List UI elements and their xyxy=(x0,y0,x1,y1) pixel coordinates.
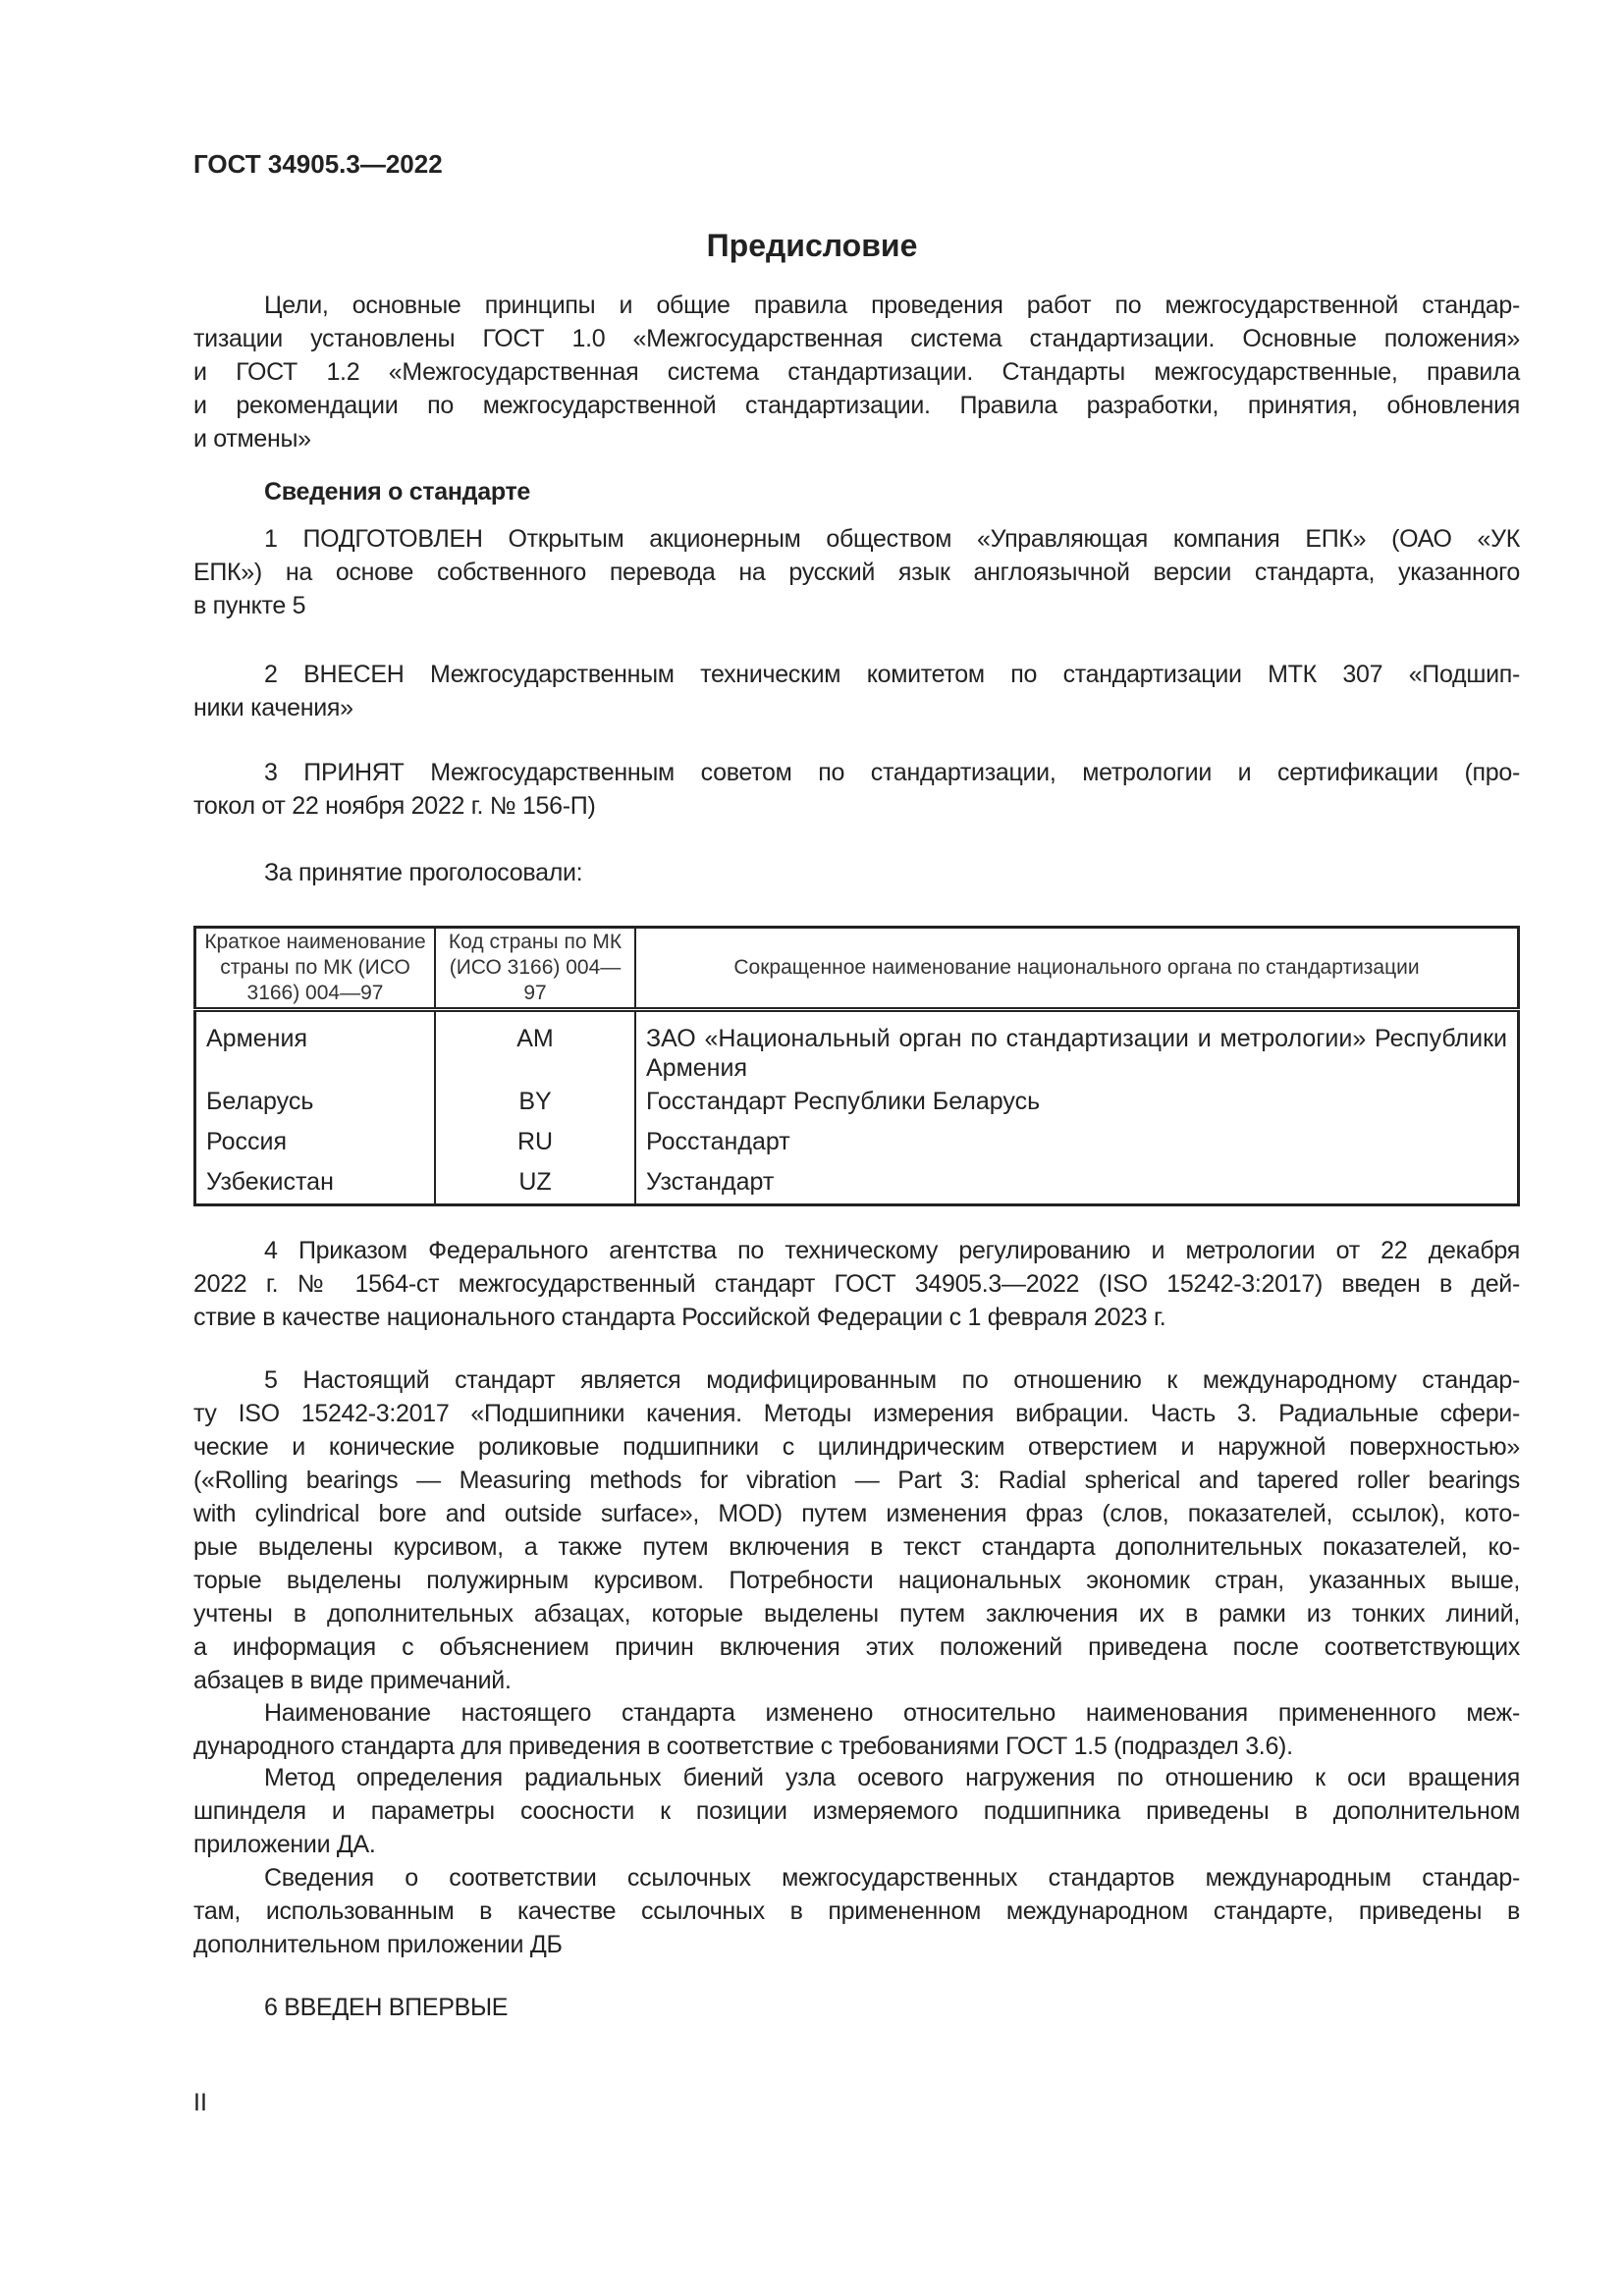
text-line: приложении ДА. xyxy=(193,1831,376,1858)
item-2-paragraph xyxy=(193,658,1520,724)
text-line: учтены в дополнительных абзацах, которые выделены путем заключения их в рамки из тонких линий, xyxy=(193,1600,1520,1628)
item-4-paragraph xyxy=(193,1234,1520,1334)
text-line: 2 ВНЕСЕН Межгосударственным техническим комитетом по стандартизации МТК 307 «Подшип- xyxy=(264,661,1520,688)
code-cell: RU xyxy=(435,1125,635,1165)
text-line: и рекомендации по межгосударственной стандартизации. Правила разработки, принятия, обновления xyxy=(193,392,1520,419)
title-change-paragraph xyxy=(193,1696,1520,1763)
references-paragraph xyxy=(193,1861,1520,1961)
item-6-paragraph xyxy=(193,1991,1520,2024)
text-line: дународного стандарта для приведения в соответствие с требованиями ГОСТ 1.5 (подраздел 3.6). xyxy=(193,1733,1293,1760)
column-header-country: Краткое наименование страны по МК (ИСО 3166) 004—97 xyxy=(195,928,436,1010)
text-line: За принятие проголосовали: xyxy=(264,859,583,886)
code-cell: BY xyxy=(435,1085,635,1125)
code-cell: UZ xyxy=(435,1165,635,1204)
table-row xyxy=(195,1010,1519,1086)
country-cell: Беларусь xyxy=(206,1088,314,1115)
text-line: ческие и конические роликовые подшипники с цилиндрическим отверстием и наружной поверхностью» xyxy=(193,1433,1520,1461)
text-line: 5 Настоящий стандарт является модифицированным по отношению к международному стандар- xyxy=(264,1366,1520,1394)
text-line: ту ISO 15242-3:2017 «Подшипники качения. Методы измерения вибрации. Часть 3. Радиальные сфери- xyxy=(193,1400,1520,1427)
text-line: там, использованным в качестве ссылочных в примененном международном стандарте, приведены в xyxy=(193,1897,1520,1925)
country-cell: Россия xyxy=(206,1128,287,1155)
text-line: Метод определения радиальных биений узла осевого нагружения по отношению к оси вращения xyxy=(264,1764,1520,1791)
text-line: Сведения о соответствии ссылочных межгосударственных стандартов международным стандар- xyxy=(264,1864,1520,1892)
page-number: II xyxy=(193,2089,207,2116)
text-line: 6 ВВЕДЕН ВПЕРВЫЕ xyxy=(264,1994,509,2021)
country-cell: Армения xyxy=(206,1025,307,1052)
item-3-paragraph xyxy=(193,756,1520,823)
text-line: тизации установлены ГОСТ 1.0 «Межгосударственная система стандартизации. Основные положения» xyxy=(193,325,1520,352)
page-title: Предисловие xyxy=(706,228,918,263)
table-row xyxy=(195,1125,1519,1165)
voting-intro xyxy=(193,856,1520,889)
text-line: шпинделя и параметры соосности к позиции измеряемого подшипника приведены в дополнительном xyxy=(193,1797,1520,1825)
code-cell: AM xyxy=(435,1010,635,1086)
text-line: 1 ПОДГОТОВЛЕН Открытым акционерным обществом «Управляющая компания ЕПК» (ОАО «УК xyxy=(264,525,1520,553)
text-line: ствие в качестве национального стандарта Российской Федерации с 1 февраля 2023 г. xyxy=(193,1304,1166,1331)
table-row xyxy=(195,1165,1519,1204)
text-line: Цели, основные принципы и общие правила проведения работ по межгосударственной стандар- xyxy=(264,292,1520,319)
text-line: («Rolling bearings — Measuring methods for vibration — Part 3: Radial spherical and tapered roller bearings xyxy=(193,1467,1520,1494)
text-line: токол от 22 ноября 2022 г. № 156-П) xyxy=(193,792,596,820)
text-line: и ГОСТ 1.2 «Межгосударственная система стандартизации. Стандарты межгосударственные, правила xyxy=(193,358,1520,386)
voting-countries-table xyxy=(193,926,1520,1206)
column-header-organization: Сокращенное наименование национального органа по стандартизации xyxy=(635,928,1519,1010)
text-line: 3 ПРИНЯТ Межгосударственным советом по стандартизации, метрологии и сертификации (про- xyxy=(264,759,1520,786)
intro-paragraph xyxy=(193,289,1520,455)
column-header-code: Код страны по МК (ИСО 3166) 004—97 xyxy=(435,928,635,1010)
standard-info-heading xyxy=(193,475,1520,508)
organization-cell: ЗАО «Национальный орган по стандартизации и метрологии» Республики Армения xyxy=(635,1010,1519,1086)
table-row xyxy=(195,1085,1519,1125)
text-line: абзацев в виде примечаний. xyxy=(193,1667,512,1694)
organization-cell: Госстандарт Республики Беларусь xyxy=(635,1085,1519,1125)
method-paragraph xyxy=(193,1761,1520,1861)
text-line: ЕПК») на основе собственного перевода на русский язык англоязычной версии стандарта, указанного xyxy=(193,559,1520,586)
item-5-paragraph xyxy=(193,1363,1520,1697)
text-line: а информация с объяснением причин включения этих положений приведена после соответствующих xyxy=(193,1633,1520,1661)
text-line: рые выделены курсивом, а также путем включения в текст стандарта дополнительных показателей, ко- xyxy=(193,1533,1520,1561)
text-line: дополнительном приложении ДБ xyxy=(193,1931,563,1958)
text-line: Наименование настоящего стандарта изменено относительно наименования примененного меж- xyxy=(264,1699,1520,1727)
text-line: Сведения о стандарте xyxy=(264,478,531,506)
text-line: ники качения» xyxy=(193,694,353,721)
country-cell: Узбекистан xyxy=(206,1168,334,1196)
text-line: 2022 г. № 1564-ст межгосударственный стандарт ГОСТ 34905.3—2022 (ISO 15242-3:2017) введен в дей- xyxy=(193,1270,1520,1298)
organization-cell: Узстандарт xyxy=(635,1165,1519,1204)
text-line: в пункте 5 xyxy=(193,592,306,619)
text-line: with cylindrical bore and outside surface», MOD) путем изменения фраз (слов, показателей, ссылок), кото- xyxy=(193,1500,1520,1527)
document-code: ГОСТ 34905.3—2022 xyxy=(193,149,443,179)
text-line: торые выделены полужирным курсивом. Потребности национальных экономик стран, указанных выше, xyxy=(193,1567,1520,1594)
item-1-paragraph xyxy=(193,522,1520,622)
organization-cell: Росстандарт xyxy=(635,1125,1519,1165)
text-line: и отмены» xyxy=(193,425,311,453)
table-header-row xyxy=(195,928,1519,1010)
text-line: 4 Приказом Федерального агентства по техническому регулированию и метрологии от 22 декабря xyxy=(264,1237,1520,1264)
